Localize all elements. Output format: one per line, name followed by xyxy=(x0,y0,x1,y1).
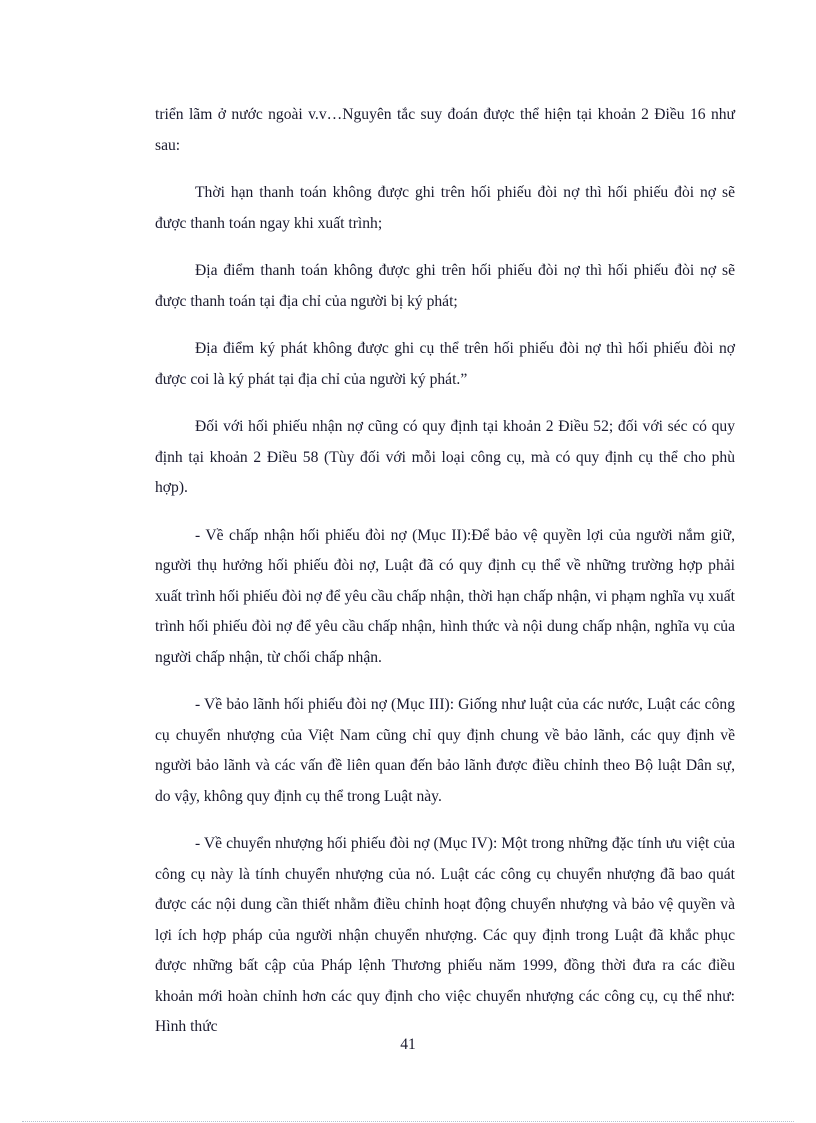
page-number: 41 xyxy=(400,1036,416,1053)
paragraph-issue-place: Địa điểm ký phát không được ghi cụ thể trên hối phiếu đòi nợ thì hối phiếu đòi nợ được coi là ký phát tại địa chỉ của người ký phát.” xyxy=(155,340,735,388)
document-body xyxy=(155,100,735,1060)
paragraph-intro: triển lãm ở nước ngoài v.v…Nguyên tắc suy đoán được thể hiện tại khoản 2 Điều 16 như sau: xyxy=(155,106,735,154)
paragraph-guarantee: - Về bảo lãnh hối phiếu đòi nợ (Mục III): Giống như luật của các nước, Luật các công cụ chuyển nhượng của Việt Nam cũng chỉ quy định chung về bảo lãnh, các quy định về người bảo lãnh và các vấn đề liên quan đến bảo lãnh được điều chỉnh theo Bộ luật Dân sự, do vậy, không quy định cụ thể trong Luật này. xyxy=(155,696,735,805)
paragraph-payment-place: Địa điểm thanh toán không được ghi trên hối phiếu đòi nợ thì hối phiếu đòi nợ sẽ được thanh toán tại địa chỉ của người bị ký phát; xyxy=(155,262,735,310)
paragraph-promissory-note: Đối với hối phiếu nhận nợ cũng có quy định tại khoản 2 Điều 52; đối với séc có quy định tại khoản 2 Điều 58 (Tùy đối với mỗi loại công cụ, mà có quy định cụ thể cho phù hợp). xyxy=(155,418,735,496)
paragraph-acceptance: - Về chấp nhận hối phiếu đòi nợ (Mục II):Để bảo vệ quyền lợi của người nắm giữ, người thụ hưởng hối phiếu đòi nợ, Luật đã có quy định cụ thể về những trường hợp phải xuất trình hối phiếu đòi nợ để yêu cầu chấp nhận, thời hạn chấp nhận, vi phạm nghĩa vụ xuất trình hối phiếu đòi nợ để yêu cầu chấp nhận, hình thức và nội dung chấp nhận, nghĩa vụ của người chấp nhận, từ chối chấp nhận. xyxy=(155,526,735,666)
paragraph-transfer: - Về chuyển nhượng hối phiếu đòi nợ (Mục IV): Một trong những đặc tính ưu việt của công cụ này là tính chuyển nhượng của nó. Luật các công cụ chuyển nhượng đã bao quát được các nội dung cần thiết nhằm điều chỉnh hoạt động chuyển nhượng và bảo vệ quyền và lợi ích hợp pháp của người nhận chuyển nhượng. Các quy định trong Luật đã khắc phục được những bất cập của Pháp lệnh Thương phiếu năm 1999, đồng thời đưa ra các điều khoản mới hoàn chỉnh hơn các quy định cho việc chuyển nhượng các công cụ, cụ thể như: Hình thức xyxy=(155,835,735,1035)
paragraph-payment-term: Thời hạn thanh toán không được ghi trên hối phiếu đòi nợ thì hối phiếu đòi nợ sẽ được thanh toán ngay khi xuất trình; xyxy=(155,184,735,232)
footer-divider xyxy=(22,1121,794,1122)
